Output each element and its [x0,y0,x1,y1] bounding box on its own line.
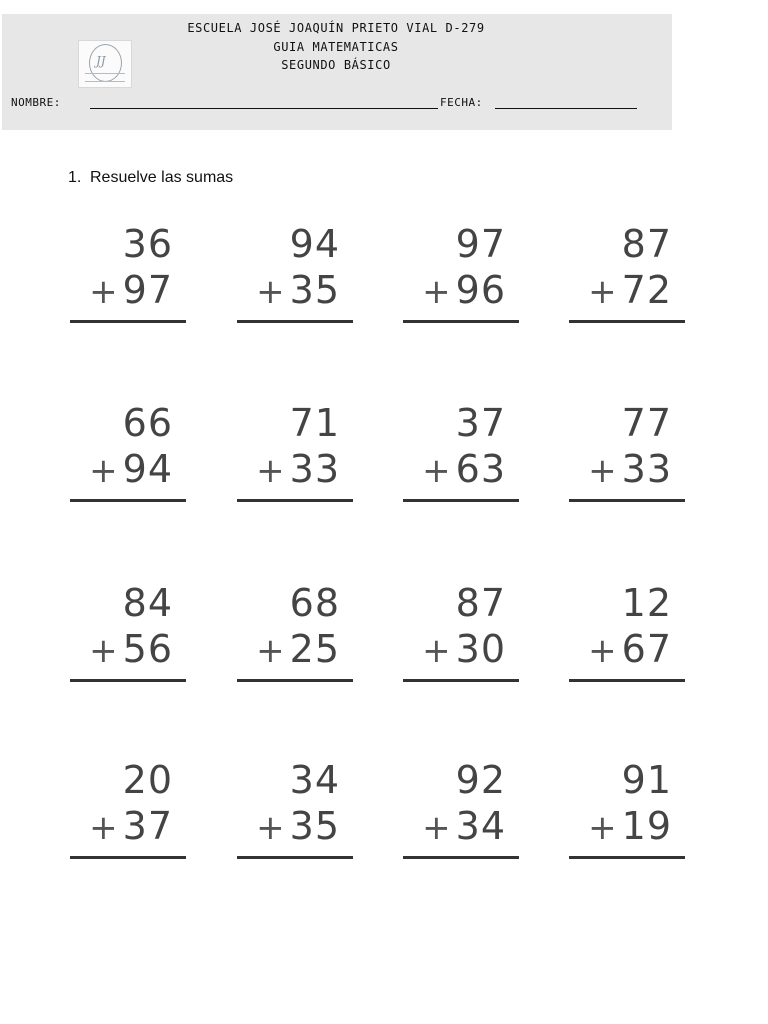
addition-problem [231,575,355,687]
addition-problem [397,395,521,507]
addend-bottom-value: 37 [122,804,173,848]
sum-line [569,856,685,859]
plus-sign: + [588,631,618,671]
addend-bottom [588,629,672,671]
plus-sign: + [588,808,618,848]
addend-bottom-value: 35 [289,268,340,312]
sum-line [237,856,353,859]
addend-bottom [256,449,340,491]
addend-top: 94 [289,222,340,266]
sum-line [70,499,186,502]
sum-line [237,499,353,502]
addend-top: 12 [621,581,672,625]
addition-problem [64,216,188,328]
addition-problem [231,752,355,864]
addend-bottom [89,270,173,312]
addend-top: 20 [122,758,173,802]
plus-sign: + [422,808,452,848]
addend-bottom-value: 34 [455,804,506,848]
addition-problem [64,752,188,864]
addend-top: 66 [122,401,173,445]
addend-bottom [422,270,506,312]
addend-bottom-value: 97 [122,268,173,312]
addend-bottom-value: 30 [455,627,506,671]
addition-problem [231,216,355,328]
sum-line [403,856,519,859]
sum-line [70,320,186,323]
addend-top: 91 [621,758,672,802]
addition-problem [64,575,188,687]
addend-bottom [89,449,173,491]
addition-problem [563,395,687,507]
addend-bottom-value: 33 [621,447,672,491]
addend-bottom [422,449,506,491]
addend-top: 34 [289,758,340,802]
addition-problem [397,575,521,687]
instruction-number: 1. [68,169,82,186]
addend-top: 92 [455,758,506,802]
sum-line [403,679,519,682]
addend-bottom [422,629,506,671]
addition-problem [64,395,188,507]
school-name: ESCUELA JOSÉ JOAQUÍN PRIETO VIAL D-279 [187,21,485,35]
sum-line [569,320,685,323]
addend-top: 87 [621,222,672,266]
sum-line [237,679,353,682]
plus-sign: + [256,451,286,491]
plus-sign: + [89,631,119,671]
addend-bottom-value: 19 [621,804,672,848]
crest-monogram: JJ [96,54,106,68]
plus-sign: + [256,631,286,671]
addition-problem [231,395,355,507]
addend-bottom [89,629,173,671]
addend-top: 97 [455,222,506,266]
addend-bottom-value: 96 [455,268,506,312]
sum-line [237,320,353,323]
addend-bottom-value: 33 [289,447,340,491]
addend-bottom-value: 56 [122,627,173,671]
addend-top: 84 [122,581,173,625]
addend-bottom [588,806,672,848]
addition-problem [397,216,521,328]
plus-sign: + [256,272,286,312]
instruction-text: Resuelve las sumas [90,169,234,186]
plus-sign: + [89,808,119,848]
addend-top: 68 [289,581,340,625]
addend-bottom [256,806,340,848]
plus-sign: + [89,272,119,312]
addend-bottom [256,629,340,671]
sum-line [403,499,519,502]
addend-bottom [422,806,506,848]
addition-problem [563,216,687,328]
date-label: FECHA: [440,96,483,109]
addend-bottom-value: 67 [621,627,672,671]
addend-bottom [588,449,672,491]
addend-bottom-value: 25 [289,627,340,671]
sum-line [70,679,186,682]
sum-line [569,679,685,682]
plus-sign: + [422,631,452,671]
addition-problem [563,752,687,864]
addend-top: 37 [455,401,506,445]
plus-sign: + [588,272,618,312]
addend-top: 71 [289,401,340,445]
plus-sign: + [256,808,286,848]
addend-bottom [588,270,672,312]
plus-sign: + [422,451,452,491]
addition-problem [563,575,687,687]
sum-line [569,499,685,502]
sum-line [70,856,186,859]
addend-bottom-value: 72 [621,268,672,312]
grade-title: SEGUNDO BÁSICO [281,58,391,72]
plus-sign: + [89,451,119,491]
addend-top: 77 [621,401,672,445]
plus-sign: + [422,272,452,312]
addition-problem [397,752,521,864]
addend-bottom [89,806,173,848]
name-label: NOMBRE: [11,96,61,109]
guide-title: GUIA MATEMATICAS [273,40,399,54]
addend-bottom-value: 35 [289,804,340,848]
addend-bottom-value: 63 [455,447,506,491]
addend-top: 87 [455,581,506,625]
sum-line [403,320,519,323]
plus-sign: + [588,451,618,491]
addend-bottom-value: 94 [122,447,173,491]
addend-top: 36 [122,222,173,266]
addend-bottom [256,270,340,312]
